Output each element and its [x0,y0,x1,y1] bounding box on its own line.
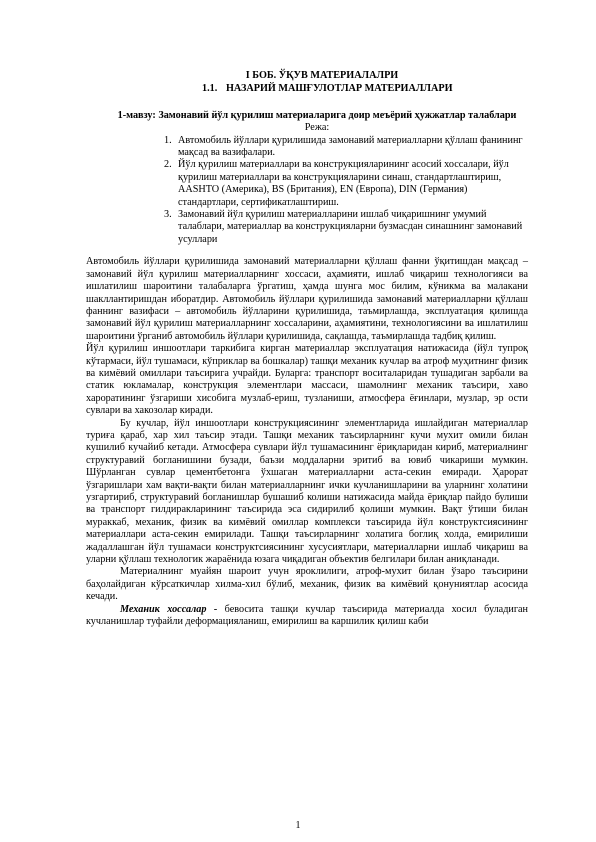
plan-item [164,135,528,160]
chapter-title: I БОБ. ЎҚУВ МАТЕРИАЛАЛРИ [245,70,399,81]
plan-item-number: 2. [164,159,172,171]
plan-item-number: 1. [164,134,172,146]
plan-item [164,209,528,246]
plan-item-text: Йўл қурилиш материаллари ва конструкцияларининг асосий хоссалари, йўл қурилиш материаллари ва конструкцияларини синаш, стандартлаштириш, AASHTO (Америка), BS (Британия), EN (Европа), DIN (Германия) стандартлари, сертификатлаштириш. [178,159,509,208]
body-paragraph: Автомобиль йўллари қурилишида замонавий материалларни қўллаш фанни ўқитишдан мақсад – замонавий йўл қурилиш материалларнинг хоссаси, аҳамияти, ишлаб чиқариш технологияси ва ишлатилиш шароитини талабаларга ўргатиш, ҳамда шунга мос билим, кўникма ва малакани шакллантиришдан иборатдир. Автомобиль йўллари қурилишида замонавий материалларни қўллаш фаннинг вазифаси – автомобиль йўлларини қурилишида, таъмирлашда, эксплуатация қилишда замонавий йўл қурилиш материалларнинг хоссаларини, аҳамиятини, технологиясини ва ишлатилиш шароитини ўрганиб автомобиль йўллари қурилишида, сақлашда, таъмирлашда тадбиқ қилиш. [86,256,528,342]
body-paragraph [86,604,528,629]
topic-title: 1-мавзу: Замонавий йўл қурилиш материаларига доир меъёрий ҳужжатлар талаблари [117,109,517,121]
page-number: 1 [295,820,301,831]
plan-item-text: Замонавий йўл қурилиш материалларини ишлаб чиқаришнинг умумий талаблари, материаллар ва конструкцияларни бузмасдан синашнинг замонавий усуллари [178,209,523,245]
plan-item-text: Автомобиль йўллари қурилишида замонавий материалларни қўллаш фанининг мақсад ва вазифалари. [178,134,523,159]
section-title: НАЗАРИЙ МАШҒУЛОТЛАР МАТЕРИАЛЛАРИ [226,83,453,95]
plan-label: Режа: [304,122,330,134]
term-lead: Механик хоссалар - [120,603,218,615]
plan-list [86,135,528,247]
term-definition: бевосита ташқи кучлар таъсирида материалда хосил буладиган кучланишлар туфайли деформацияланиш, емирилиш ва каршилик қилиш каби [86,603,528,628]
plan-item-number: 3. [164,209,172,221]
plan-item [164,159,528,209]
body-paragraph: Бу кучлар, йўл иншоотлари конструкциясининг элементларида ишлайдиган материаллар туриға қараб, хар хил таъсир этади. Ташқи механик таъсирларнинг кучи мухит омили билан кушилиб кучайиб кетади. Атмосфера сувлари йўл тушамасининг ёриқларидан кириб, материалнинг структуравий богланишини бузади, баъзи моддаларни эритиб ва ювиб чикариши мумкин. Шўрланган сувлар цементбетонга ўхшаган материалларни аста-секин емиради. Ҳарорат ўзгаришлари хам вақти-вақти билан материалларнинг ички кучланишларини ва уларнинг холатини узгартириб, структуравий богланишлар бушашиб колиши натижасида майда ёриқлар пайдо булиши ва транспорт гилдиракларининг таъсирида эса сидирилиб қолиши мумкин. Вақт ўтиши билан мураккаб, механик, физик ва кимёвий омиллар комплекси таъсирида йўл конструктсиясининг материаллари аста-секин емирилади. Ташқи таъсирларнинг холатига боглиқ холда, емирилиши жадаллашган йўл тушамаси конструктсиясининг хусусиятлари, материалларни ишлаб чиқариш ва уларни қўллаш технологик жараёнида юзага чиқадиган объектив белгилари билан аниқланади. [86,417,528,566]
section-heading [86,83,528,95]
body-paragraph: Йўл қурилиш иншоотлари таркибига кирган материаллар эксплуатация натижасида (йўл тупроқ кўтармаси, йўл тушамаси, кўприклар ва бошкалар) ташқи механик кучлар ва атроф муҳитнинг физик ва кимёвий омиллари таъсирига учрайди. Буларга: транспорт воситаларидан тушадиган зарбали ва статик юкламалар, конструкция элементлари массаси, шамолнинг механик таъсири, хаво хароратининг ўзгариши хисобига музлаб-ериш, тузланиши, атмосфера ёғинлари, музлар, эр ости сувлари ва хакозолар киради. [86,343,528,417]
body-paragraph: Материалнинг муайян шароит учун яроклилиги, атроф-мухит билан ўзаро таъсирини баҳолайдиган кўрсаткичлар хилма-хил бўлиб, механик, физик ва кимёвий қонуниятлар асосида кечади. [86,566,528,603]
section-number: 1.1. [202,83,218,95]
